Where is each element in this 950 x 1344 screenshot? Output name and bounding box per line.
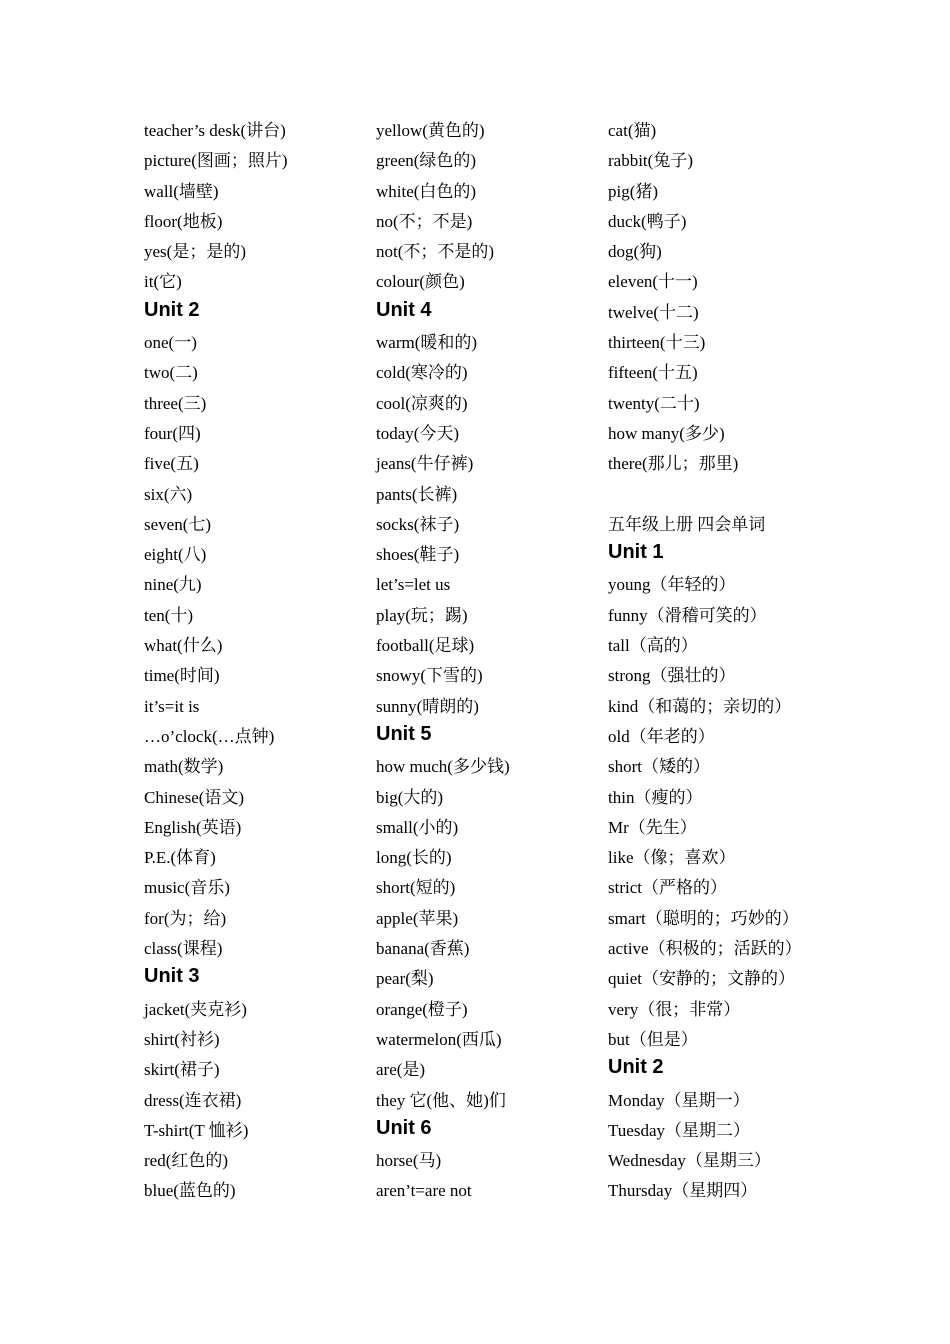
unit-heading: Unit 2 [144, 298, 200, 321]
vocab-item: Thursday（星期四） [608, 1181, 758, 1201]
vocab-item: Tuesday（星期二） [608, 1120, 750, 1140]
vocab-item: English(英语) [144, 817, 242, 837]
vocab-item: are(是) [376, 1060, 426, 1080]
vocab-item: colour(颜色) [376, 272, 465, 292]
vocab-item: there(那儿；那里) [608, 454, 739, 474]
vocab-item: it’s=it is [144, 696, 200, 716]
vocab-item: let’s=let us [376, 575, 451, 595]
vocab-item: ten(十) [144, 605, 194, 625]
vocab-item: warm(暖和的) [376, 333, 478, 353]
vocab-item: picture(图画；照片) [144, 151, 288, 171]
vocab-item: they 它(他、她)们 [376, 1090, 506, 1110]
vocab-item: shirt(衬衫) [144, 1029, 220, 1049]
unit-heading: Unit 6 [376, 1116, 432, 1139]
vocab-item: class(课程) [144, 939, 223, 959]
vocab-item: it(它) [144, 272, 182, 292]
vocab-item: green(绿色的) [376, 151, 477, 171]
vocab-item: sunny(晴朗的) [376, 696, 479, 716]
vocab-item: small(小的) [376, 817, 459, 837]
vocab-item: for(为；给) [144, 908, 227, 928]
vocab-item: today(今天) [376, 423, 460, 443]
vocab-item: rabbit(兔子) [608, 151, 693, 171]
vocab-item: but（但是） [608, 1029, 698, 1049]
vocab-item: shoes(鞋子) [376, 545, 460, 565]
vocab-item: what(什么) [144, 636, 223, 656]
vocab-item: very（很；非常） [608, 999, 741, 1019]
vocab-item: yes(是；是的) [144, 242, 246, 262]
vocab-item: white(白色的) [376, 181, 477, 201]
vocab-item: P.E.(体育) [144, 848, 216, 868]
section-heading: 五年级上册 四会单词 [608, 514, 766, 534]
vocab-item: old（年老的） [608, 726, 715, 746]
unit-heading: Unit 1 [608, 541, 664, 564]
vocab-item: six(六) [144, 484, 193, 504]
vocab-item: jeans(牛仔裤) [376, 454, 474, 474]
vocab-item: one(一) [144, 333, 197, 353]
vocab-item: cold(寒冷的) [376, 363, 468, 383]
vocab-item: socks(袜子) [376, 514, 460, 534]
vocab-item: young（年轻的） [608, 575, 736, 595]
vocab-item: how much(多少钱) [376, 757, 510, 777]
unit-heading: Unit 5 [376, 722, 432, 745]
vocab-item: kind（和蔼的；亲切的） [608, 696, 792, 716]
vocab-item: big(大的) [376, 787, 444, 807]
vocab-item: floor(地板) [144, 211, 223, 231]
vocab-column-2 [376, 116, 601, 1207]
vocab-item: thin（瘦的） [608, 787, 703, 807]
vocab-item: yellow(黄色的) [376, 121, 485, 140]
vocab-item: eleven(十一) [608, 272, 698, 292]
vocab-item: red(红色的) [144, 1151, 229, 1171]
unit-heading: Unit 3 [144, 965, 200, 988]
vocab-item: pear(梨) [376, 969, 434, 989]
vocab-item: time(时间) [144, 666, 220, 686]
vocab-item: Wednesday（星期三） [608, 1151, 771, 1171]
vocab-item: strong（强壮的） [608, 666, 736, 686]
vocab-item: strict（严格的） [608, 878, 727, 898]
vocab-item: pants(长裤) [376, 484, 458, 504]
vocab-item: twenty(二十) [608, 393, 700, 413]
vocab-item: how many(多少) [608, 423, 725, 443]
vocab-item: quiet（安静的；文静的） [608, 969, 795, 989]
vocab-item: banana(香蕉) [376, 939, 470, 959]
vocab-item: fifteen(十五) [608, 363, 698, 383]
vocab-item: …o’clock(…点钟) [144, 726, 275, 746]
vocab-item: three(三) [144, 393, 207, 413]
vocab-item: music(音乐) [144, 878, 230, 898]
vocab-item: Monday（星期一） [608, 1090, 750, 1110]
vocab-item: snowy(下雪的) [376, 666, 483, 686]
vocab-item: orange(橙子) [376, 999, 468, 1019]
vocab-item: two(二) [144, 363, 198, 383]
vocab-item: active（积极的；活跃的） [608, 939, 802, 959]
vocab-item: pig(猪) [608, 181, 659, 201]
vocab-item: jacket(夹克衫) [144, 999, 247, 1019]
vocab-item: thirteen(十三) [608, 333, 706, 353]
vocab-item: cool(凉爽的) [376, 393, 468, 413]
vocab-item: blue(蓝色的) [144, 1181, 236, 1201]
vocab-item: nine(九) [144, 575, 202, 595]
vocab-item: four(四) [144, 423, 201, 443]
vocab-item: tall（高的） [608, 636, 698, 656]
vocab-item: seven(七) [144, 514, 212, 534]
vocab-item: dog(狗) [608, 242, 662, 262]
vocab-item: cat(猫) [608, 121, 657, 140]
vocab-item: wall(墙壁) [144, 181, 219, 201]
vocab-item: duck(鸭子) [608, 211, 687, 231]
vocab-item: horse(马) [376, 1151, 442, 1171]
vocab-item: T-shirt(T 恤衫) [144, 1120, 249, 1140]
vocab-item: short(短的) [376, 878, 456, 898]
vocab-item: math(数学) [144, 757, 224, 777]
vocab-item: long(长的) [376, 848, 452, 868]
vocab-item: short（矮的） [608, 757, 710, 777]
unit-heading: Unit 2 [608, 1056, 664, 1079]
blank-line [608, 480, 833, 510]
vocab-item: apple(苹果) [376, 908, 459, 928]
vocab-item: funny（滑稽可笑的） [608, 605, 767, 625]
vocab-item: play(玩；踢) [376, 605, 468, 625]
vocab-item: aren’t=are not [376, 1181, 472, 1201]
vocab-item: twelve(十二) [608, 302, 699, 322]
vocab-item: smart（聪明的；巧妙的） [608, 908, 799, 928]
vocab-item: eight(八) [144, 545, 207, 565]
vocab-item: not(不；不是的) [376, 242, 495, 262]
vocab-item: dress(连衣裙) [144, 1090, 242, 1110]
vocab-column-3 [608, 116, 833, 1207]
unit-heading: Unit 4 [376, 298, 432, 321]
vocab-item: like（像；喜欢） [608, 848, 736, 868]
vocab-item: no(不；不是) [376, 211, 473, 231]
vocab-item: skirt(裙子) [144, 1060, 220, 1080]
vocab-item: Mr（先生） [608, 817, 697, 837]
vocab-item: five(五) [144, 454, 199, 474]
vocab-item: watermelon(西瓜) [376, 1029, 502, 1049]
vocab-item: Chinese(语文) [144, 787, 245, 807]
vocab-item: football(足球) [376, 636, 475, 656]
vocab-item: teacher’s desk(讲台) [144, 121, 286, 140]
vocab-column-1 [144, 116, 369, 1207]
